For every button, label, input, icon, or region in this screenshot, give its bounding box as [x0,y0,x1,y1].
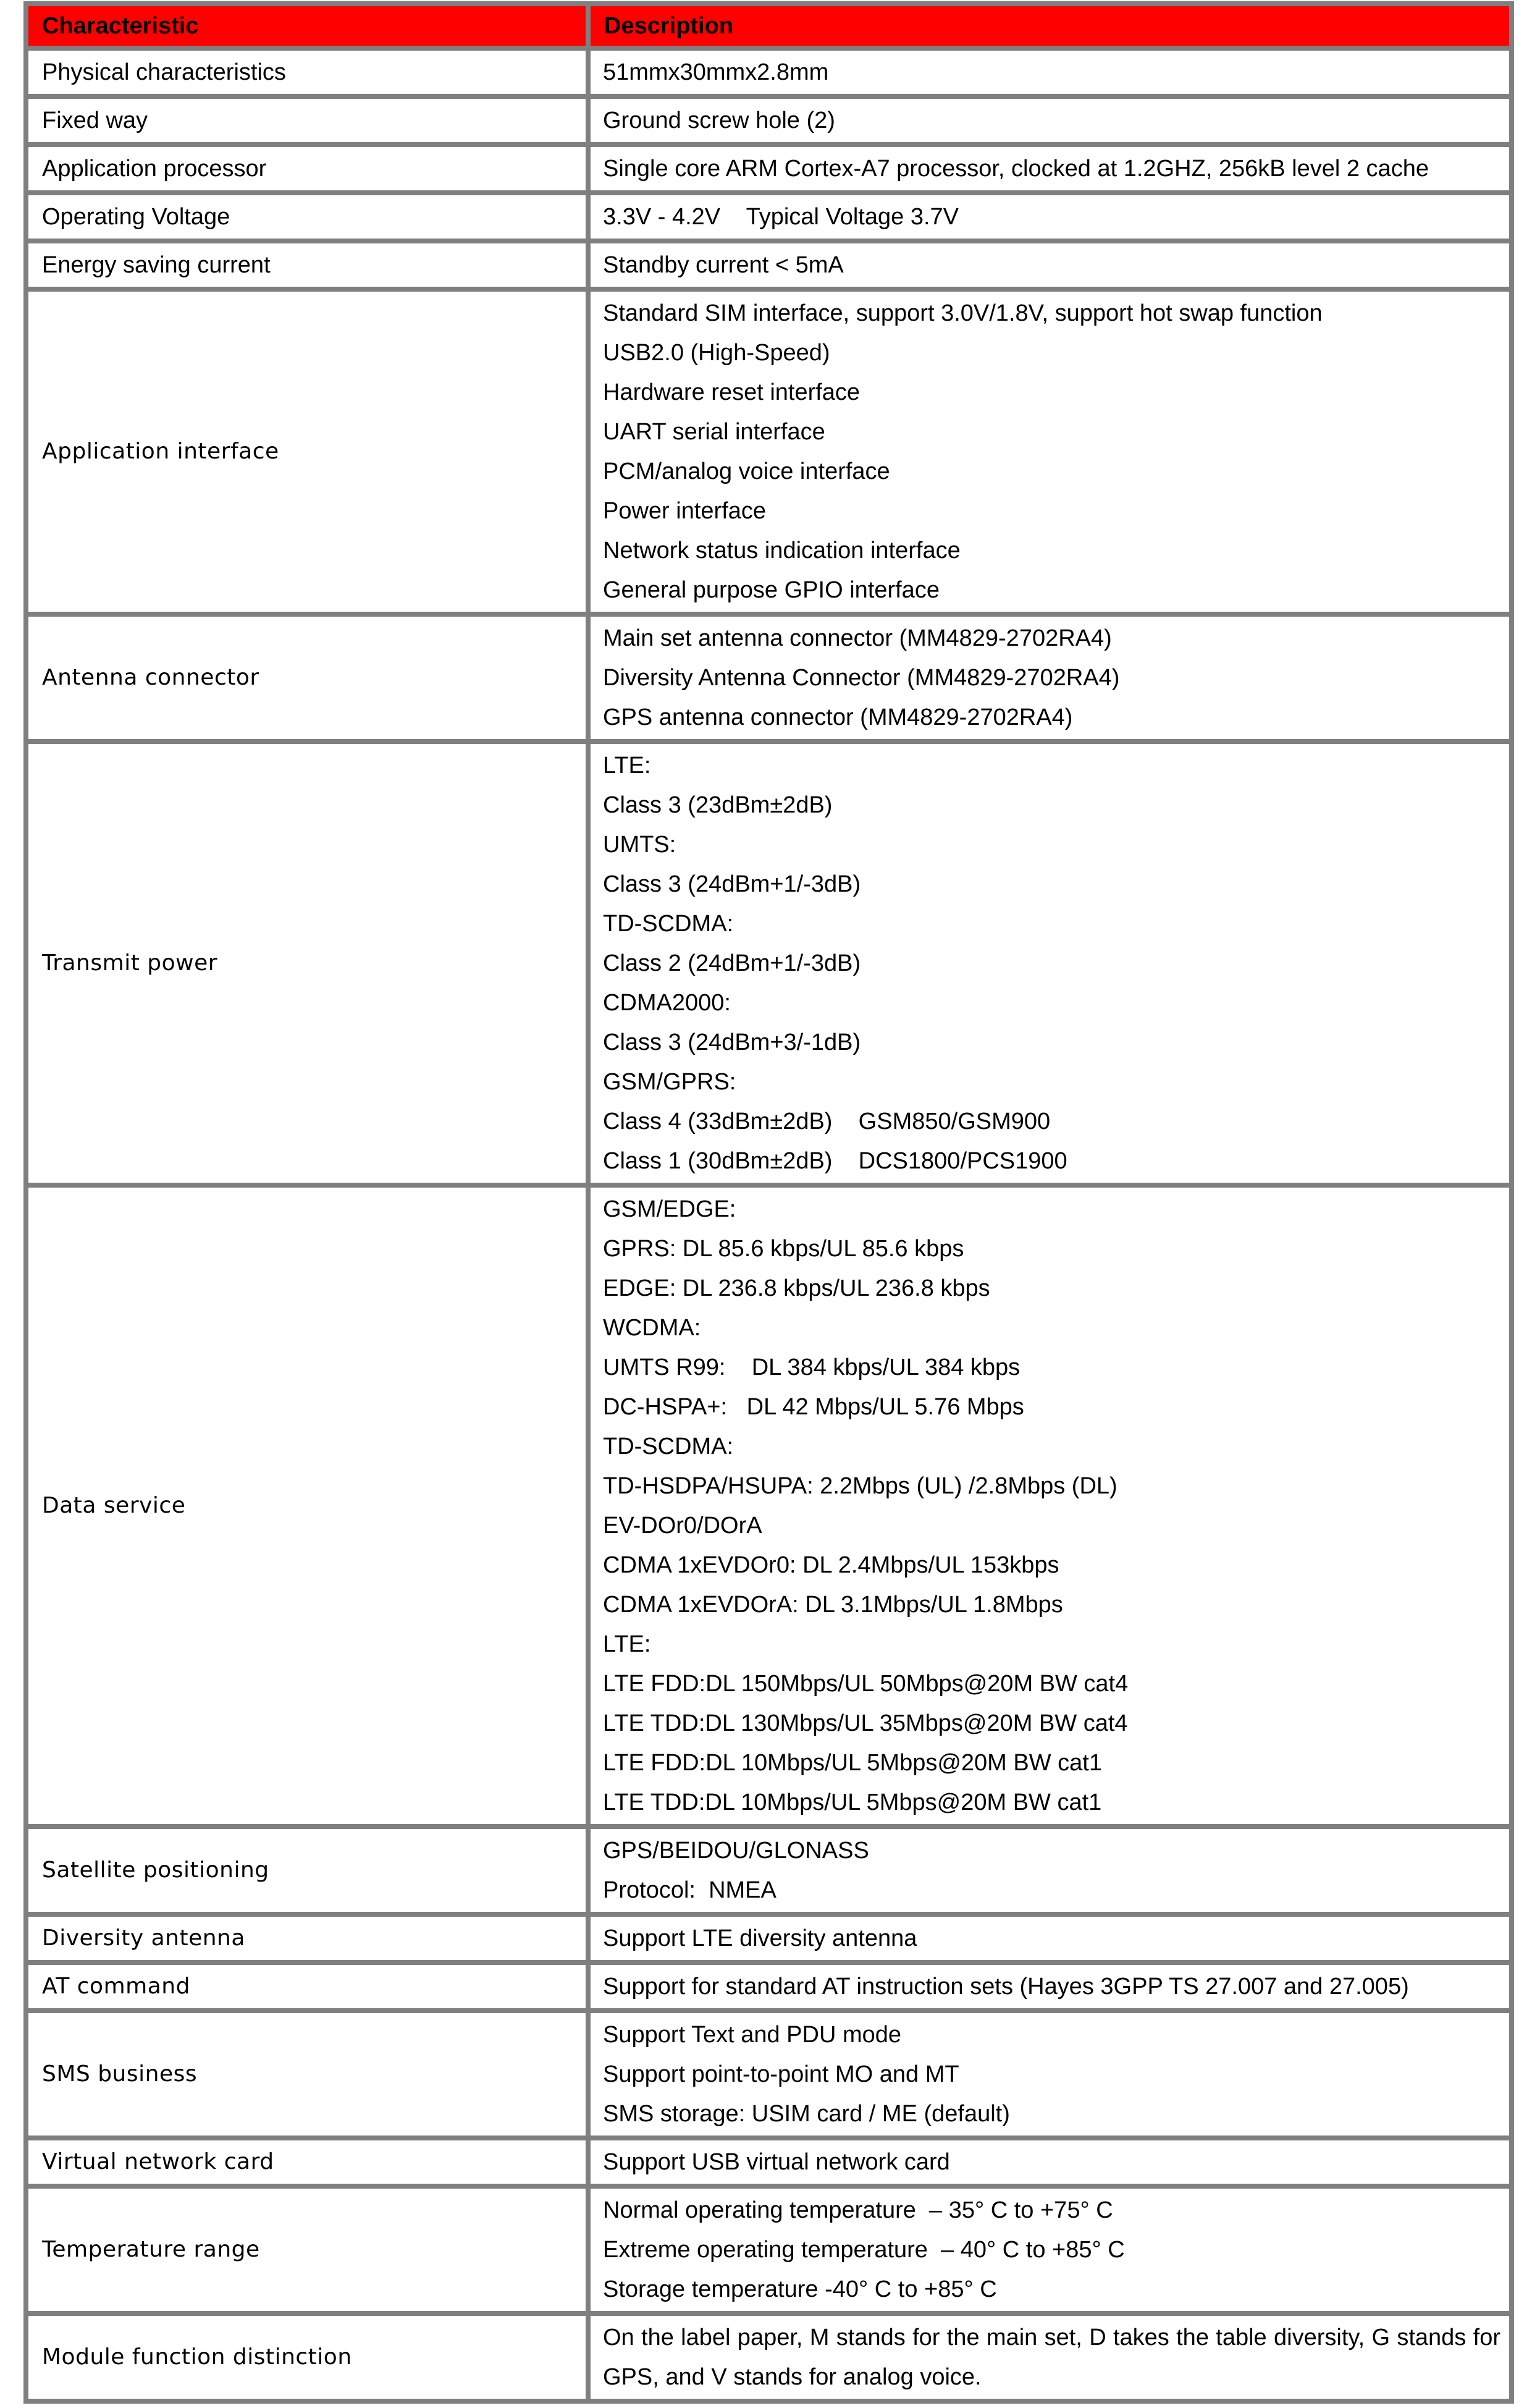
description-line: TD-HSDPA/HSUPA: 2.2Mbps (UL) /2.8Mbps (DL) [603,1473,1117,1499]
description-line: Class 1 (30dBm±2dB) DCS1800/PCS1900 [603,1148,1067,1174]
description-line: General purpose GPIO interface [603,577,940,603]
characteristic-header-cell [26,4,588,48]
characteristic-cell [26,1962,588,2011]
table-row [26,96,1512,145]
description-line: Support USB virtual network card [603,2149,950,2175]
description-line: Protocol: NMEA [603,1877,777,1903]
description-line: CDMA2000: [603,990,731,1016]
description-cell [588,2186,1512,2313]
table-row [26,741,1512,1185]
spec-table-header [26,4,1512,48]
characteristic-cell [26,614,588,741]
description-line: Ground screw hole (2) [603,108,835,133]
characteristic-label: Transmit power [42,950,218,976]
description-cell [588,289,1512,614]
description-line: Standard SIM interface, support 3.0V/1.8V, support hot swap function [603,300,1323,326]
description-line: Normal operating temperature – 35° C to +75° C [603,2197,1113,2223]
description-cell [588,1962,1512,2011]
description-line: GPS/BEIDOU/GLONASS [603,1838,869,1864]
description-line: UMTS: [603,832,676,858]
spec-table-body [26,48,1512,2401]
characteristic-label: Temperature range [42,2237,260,2262]
description-line: LTE: [603,753,651,779]
characteristic-label: Fixed way [42,108,148,133]
description-line: USB2.0 (High-Speed) [603,340,830,366]
description-line: PCM/analog voice interface [603,458,890,484]
description-line: TD-SCDMA: [603,1434,734,1460]
characteristic-label: Satellite positioning [42,1857,269,1883]
characteristic-label: Application processor [42,156,267,182]
characteristic-cell [26,1185,588,1827]
description-line: DC-HSPA+: DL 42 Mbps/UL 5.76 Mbps [603,1394,1024,1420]
description-line: LTE FDD:DL 150Mbps/UL 50Mbps@20M BW cat4 [603,1671,1129,1697]
description-cell [588,1185,1512,1827]
table-row [26,289,1512,614]
characteristic-cell [26,289,588,614]
description-line: LTE TDD:DL 130Mbps/UL 35Mbps@20M BW cat4 [603,1710,1128,1736]
description-line: TD-SCDMA: [603,911,734,937]
description-line: GPRS: DL 85.6 kbps/UL 85.6 kbps [603,1236,964,1262]
characteristic-label: Virtual network card [42,2149,274,2174]
characteristic-cell [26,2186,588,2313]
description-line: Support for standard AT instruction sets (Hayes 3GPP TS 27.007 and 27.005) [603,1974,1409,2000]
table-row [26,614,1512,741]
characteristic-cell [26,1914,588,1962]
description-line: Support LTE diversity antenna [603,1925,917,1951]
description-header-label: Description [604,12,734,39]
characteristic-label: SMS business [42,2061,198,2087]
header-row [26,4,1512,48]
description-line: Standby current < 5mA [603,252,844,278]
table-row [26,2011,1512,2138]
characteristic-label: AT command [42,1974,190,1999]
description-cell [588,2138,1512,2186]
description-cell [588,2011,1512,2138]
description-line: EV-DOr0/DOrA [603,1513,762,1539]
description-line: LTE TDD:DL 10Mbps/UL 5Mbps@20M BW cat1 [603,1789,1102,1815]
description-cell [588,48,1512,96]
characteristic-cell [26,193,588,241]
table-row [26,2138,1512,2186]
description-line: GPS antenna connector (MM4829-2702RA4) [603,704,1073,730]
description-line: Extreme operating temperature – 40° C to +85° C [603,2237,1125,2263]
spec-table [23,1,1514,2404]
description-line: CDMA 1xEVDOrA: DL 3.1Mbps/UL 1.8Mbps [603,1592,1063,1618]
description-line: Network status indication interface [603,538,961,564]
description-line: Main set antenna connector (MM4829-2702RA4) [603,625,1112,651]
description-line: Support point-to-point MO and MT [603,2061,959,2087]
description-line: Support Text and PDU mode [603,2022,902,2048]
characteristic-label: Physical characteristics [42,59,286,85]
description-line: EDGE: DL 236.8 kbps/UL 236.8 kbps [603,1275,990,1301]
description-line: GSM/GPRS: [603,1069,736,1095]
description-line: CDMA 1xEVDOr0: DL 2.4Mbps/UL 153kbps [603,1552,1059,1578]
description-line: Class 3 (23dBm±2dB) [603,792,833,818]
characteristic-label: Operating Voltage [42,204,230,230]
description-cell [588,1827,1512,1914]
table-row [26,48,1512,96]
characteristic-label: Module function distinction [42,2344,352,2370]
table-row [26,1185,1512,1827]
description-line: LTE: [603,1631,651,1657]
characteristic-cell [26,2313,588,2401]
characteristic-label: Data service [42,1493,186,1518]
characteristic-cell [26,2138,588,2186]
table-row [26,241,1512,289]
characteristic-cell [26,741,588,1185]
description-line: On the label paper, M stands for the main set, D takes the table diversity, G stands for GPS, and V stands for analog voice. [603,2325,1500,2390]
description-line: GSM/EDGE: [603,1196,736,1222]
description-cell [588,614,1512,741]
description-line: Class 3 (24dBm+1/-3dB) [603,871,861,897]
description-line: 3.3V - 4.2V Typical Voltage 3.7V [603,204,959,230]
description-cell [588,241,1512,289]
characteristic-label: Antenna connector [42,665,259,690]
description-line: Class 4 (33dBm±2dB) GSM850/GSM900 [603,1109,1051,1134]
description-cell [588,193,1512,241]
description-line: Power interface [603,498,767,524]
description-line: UMTS R99: DL 384 kbps/UL 384 kbps [603,1354,1021,1380]
description-line: LTE FDD:DL 10Mbps/UL 5Mbps@20M BW cat1 [603,1750,1102,1776]
description-line: Single core ARM Cortex-A7 processor, clocked at 1.2GHZ, 256kB level 2 cache [603,156,1429,182]
characteristic-cell [26,48,588,96]
characteristic-label: Energy saving current [42,252,271,278]
characteristic-label: Diversity antenna [42,1925,245,1951]
characteristic-header-label: Characteristic [42,12,199,39]
description-cell [588,741,1512,1185]
table-row [26,1962,1512,2011]
characteristic-cell [26,2011,588,2138]
description-line: Hardware reset interface [603,379,861,405]
description-cell [588,96,1512,145]
description-line: Storage temperature -40° C to +85° C [603,2276,997,2302]
table-row [26,145,1512,193]
description-cell [588,145,1512,193]
table-row [26,1827,1512,1914]
characteristic-cell [26,241,588,289]
table-row [26,2313,1512,2401]
table-row [26,1914,1512,1962]
description-line: Class 2 (24dBm+1/-3dB) [603,950,861,976]
description-line: 51mmx30mmx2.8mm [603,59,829,85]
description-line: UART serial interface [603,419,825,445]
description-cell [588,2313,1512,2401]
characteristic-label: Application interface [42,439,279,464]
table-row [26,193,1512,241]
description-line: Class 3 (24dBm+3/-1dB) [603,1029,861,1055]
characteristic-cell [26,1827,588,1914]
description-line: SMS storage: USIM card / ME (default) [603,2101,1010,2127]
characteristic-cell [26,145,588,193]
description-line: WCDMA: [603,1315,701,1341]
table-row [26,2186,1512,2313]
characteristic-cell [26,96,588,145]
description-cell [588,1914,1512,1962]
description-line: Diversity Antenna Connector (MM4829-2702RA4) [603,665,1120,691]
description-header-cell [588,4,1512,48]
